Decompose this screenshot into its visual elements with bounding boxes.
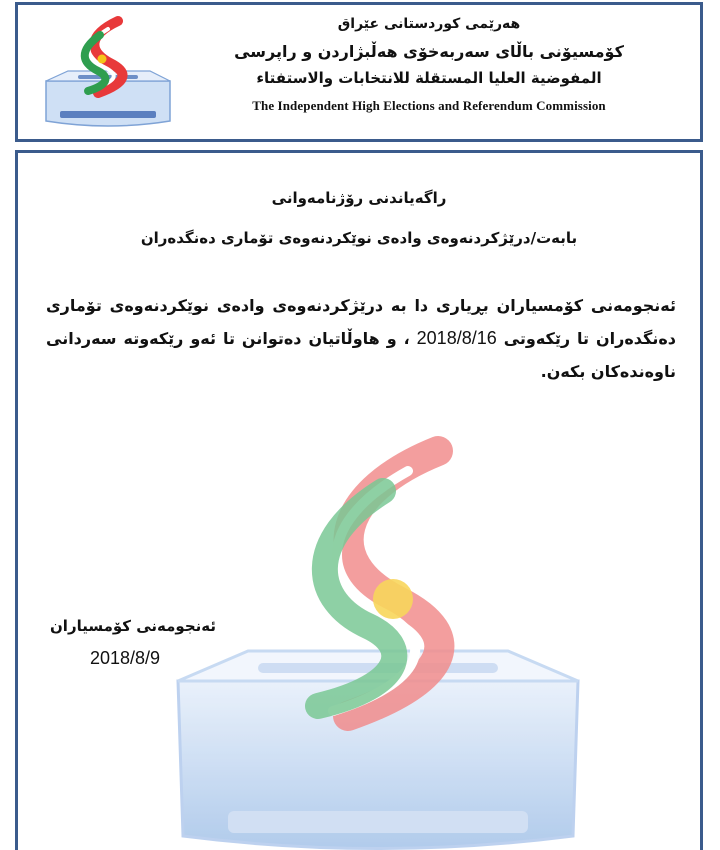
announcement-panel <box>15 150 703 850</box>
ballot-box-flag-ribbon-watermark-icon <box>168 431 588 850</box>
announcement-subject: بابەت/درێژکردنەوەی وادەی نوێکردنەوەی تۆماری دەنگدەران <box>140 229 578 247</box>
letterhead-text <box>178 11 680 119</box>
body-text-part1: ئەنجومەنی کۆمسیاران بڕیاری دا بە درێژکردنەوەی وادەی نوێکردنەوەی تۆماری دەنگدەران تا رێکەوتی <box>46 296 677 348</box>
signature-date: 2018/8/9 <box>90 648 161 668</box>
commission-name-english: The Independent High Elections and Referendum Commission <box>252 98 606 113</box>
commission-name-kurdish: کۆمسیۆنی باڵای سەربەخۆی هەڵبژاردن و راپرسی <box>234 42 624 61</box>
body-text-part2: ، و هاوڵاتیان دەتوانن تا ئەو رێکەوتە سەردانی ناوەندەکان بکەن. <box>46 329 676 381</box>
commission-name-arabic: المفوضية العليا المستقلة للانتخابات والاستفتاء <box>256 69 602 87</box>
signature-org: ئەنجومەنی کۆمسیاران <box>50 617 217 635</box>
extension-date: 2018/8/16 <box>416 328 497 348</box>
announcement-body <box>46 289 676 388</box>
announcement-title: راگەیاندنی رۆژنامەوانی <box>271 189 447 207</box>
ballot-box-flag-ribbon-logo-icon <box>38 15 178 135</box>
region-name: هەرێمی کوردستانی عێراق <box>337 16 521 32</box>
letterhead <box>15 2 703 142</box>
